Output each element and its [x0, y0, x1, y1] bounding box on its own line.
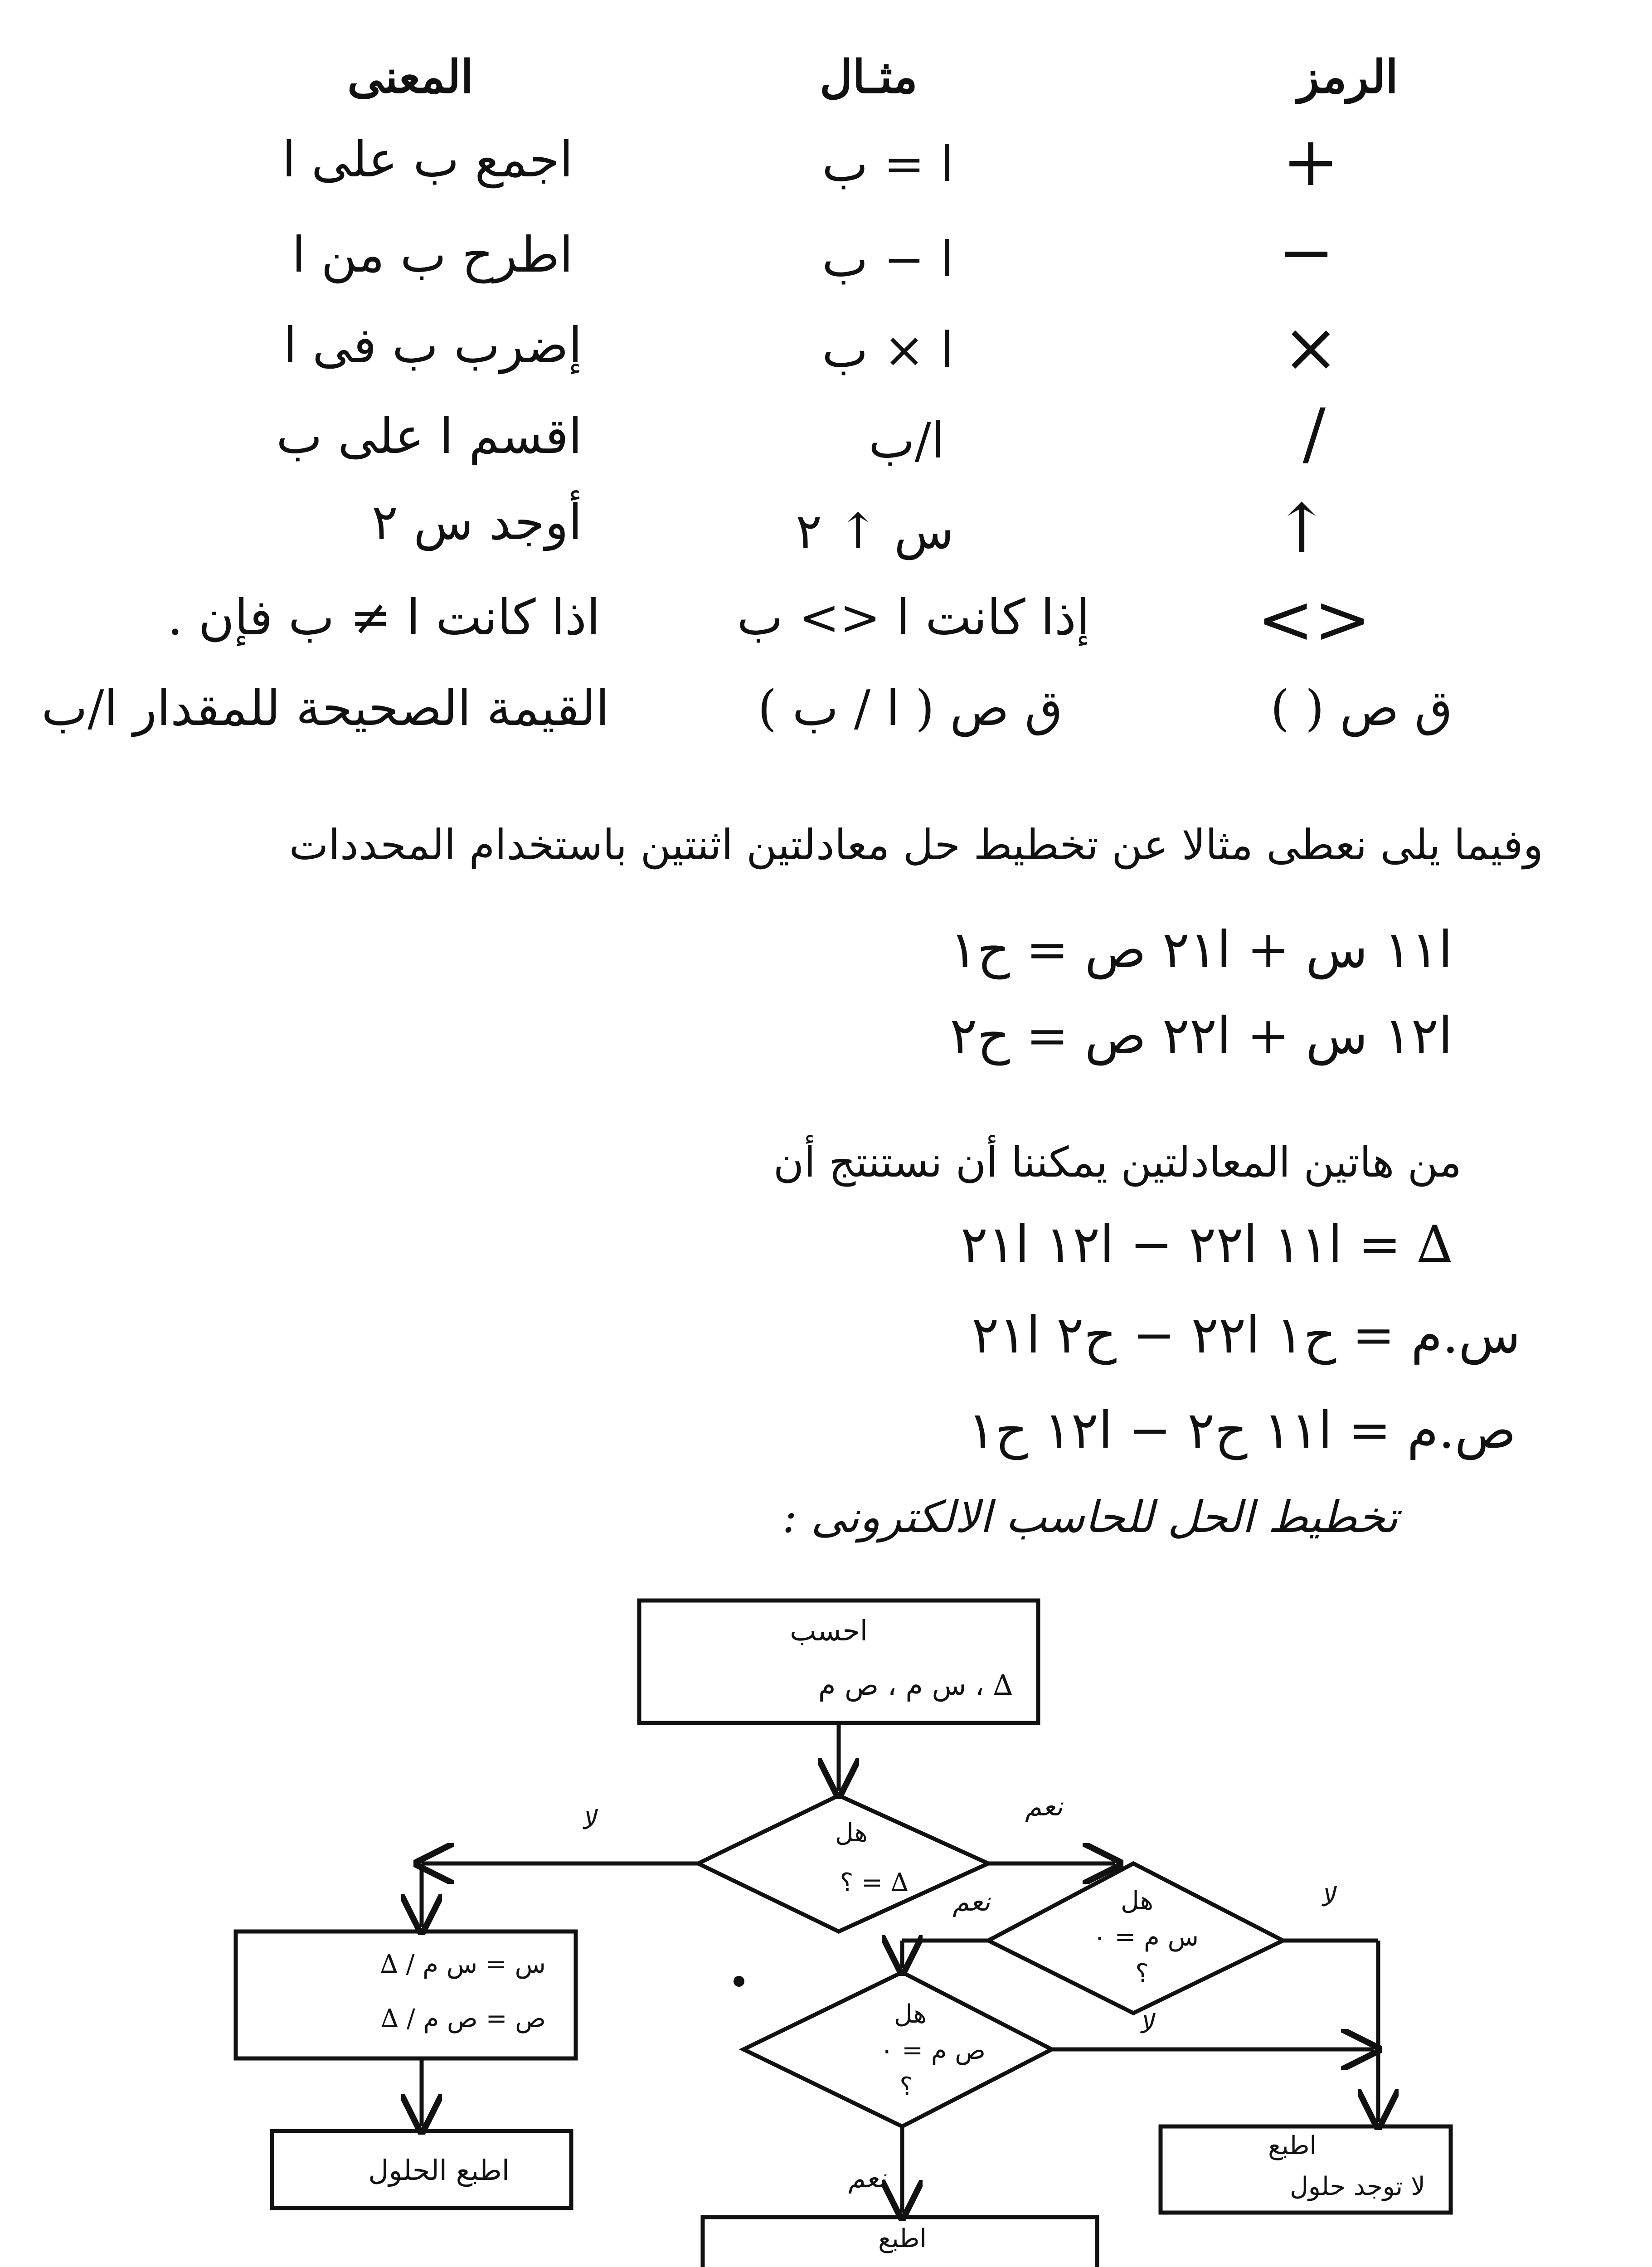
row-example: س ↑ ٢: [795, 503, 954, 560]
row-symbol: +: [1282, 122, 1339, 201]
row-meaning: اذا كانت ا ≠ ب فإن .: [167, 589, 600, 646]
header-symbol: الرمز: [1297, 50, 1398, 103]
print-infinite-1: اطبع: [878, 2224, 927, 2253]
row-example: إذا كانت ا <> ب: [737, 589, 1090, 646]
decision-delta-q: هل: [835, 1818, 868, 1848]
equation: ا١١ س + ا٢١ ص = ح١: [950, 920, 1453, 979]
decision-y-mark: ؟: [899, 2072, 913, 2102]
row-symbol: −: [1278, 213, 1335, 292]
decision-delta-text: ∆ = ؟: [840, 1868, 909, 1897]
row-symbol: ×: [1282, 308, 1339, 387]
row-example: ا × ب: [822, 322, 954, 379]
row-meaning: القيمة الصحيحة للمقدار ا/ب: [41, 680, 609, 737]
row-symbol: ↑: [1273, 490, 1330, 569]
decision-x-text: س م = ٠: [1093, 1922, 1199, 1952]
decision-delta: [698, 1795, 988, 1931]
row-example: ا/ب: [868, 413, 945, 469]
solution-x: س = س م / ∆: [380, 1950, 546, 1979]
row-meaning: اطرح ب من ا: [292, 227, 573, 283]
row-meaning: أوجد س ٢: [371, 494, 582, 551]
decision-y-text: ص م = ٠: [880, 2036, 986, 2065]
equation: ا١٢ س + ا٢٢ ص = ح٢: [950, 1007, 1453, 1065]
row-meaning: إضرب ب فى ا: [283, 317, 582, 374]
label-no: لا: [1319, 1882, 1335, 1912]
label-yes: نعم: [1025, 1791, 1063, 1822]
row-example: ا = ب: [822, 136, 954, 193]
label-no: لا: [580, 1805, 596, 1835]
flowchart-title: تخطيط الحل للحاسب الالكترونى :: [782, 1492, 1398, 1542]
row-meaning: اقسم ا على ب: [276, 408, 582, 465]
decision-x-q: هل: [1121, 1886, 1153, 1916]
header-example: مثـال: [819, 50, 918, 103]
conclusion-paragraph: من هاتين المعادلتين يمكننا أن نستنتج أن: [773, 1138, 1462, 1187]
row-symbol: ق ص ( ): [1270, 680, 1453, 737]
label-yes: نعم: [952, 1886, 990, 1917]
decision-y-q: هل: [894, 1999, 927, 2029]
compute-values: ∆ ، س م ، ص م: [818, 1669, 1013, 1702]
row-symbol: /: [1302, 394, 1326, 473]
label-no: لا: [1138, 2009, 1153, 2039]
decision-x-mark: ؟: [1135, 1959, 1149, 1988]
row-example: ا − ب: [822, 231, 954, 288]
label-yes: نعم: [848, 2163, 886, 2194]
derived-equation: ص.م = ا١١ ح٢ − ا١٢ ح١: [967, 1401, 1516, 1460]
solution-y: ص = ص م / ∆: [381, 2004, 546, 2033]
print-no-solutions-1: اطبع: [1268, 2131, 1317, 2160]
derived-equation: س.م = ح١ ا٢٢ − ح٢ ا٢١: [972, 1306, 1521, 1365]
derived-equation: ∆ = ا١١ ا٢٢ − ا١٢ ا٢١: [960, 1215, 1453, 1274]
print-no-solutions-2: لا توجد حلول: [1290, 2172, 1425, 2201]
compute-label: احسب: [790, 1614, 868, 1647]
row-meaning: اجمع ب على ا: [282, 131, 573, 188]
row-example: ق ص ( ا / ب ): [758, 680, 1063, 737]
intro-paragraph: وفيما يلى نعطى مثالا عن تخطيط حل معادلتين اثنتين باستخدام المحددات: [289, 821, 1543, 869]
row-symbol: <>: [1257, 580, 1371, 659]
header-meaning: المعنى: [347, 50, 473, 103]
print-solutions-text: اطبع الحلول: [368, 2154, 510, 2187]
